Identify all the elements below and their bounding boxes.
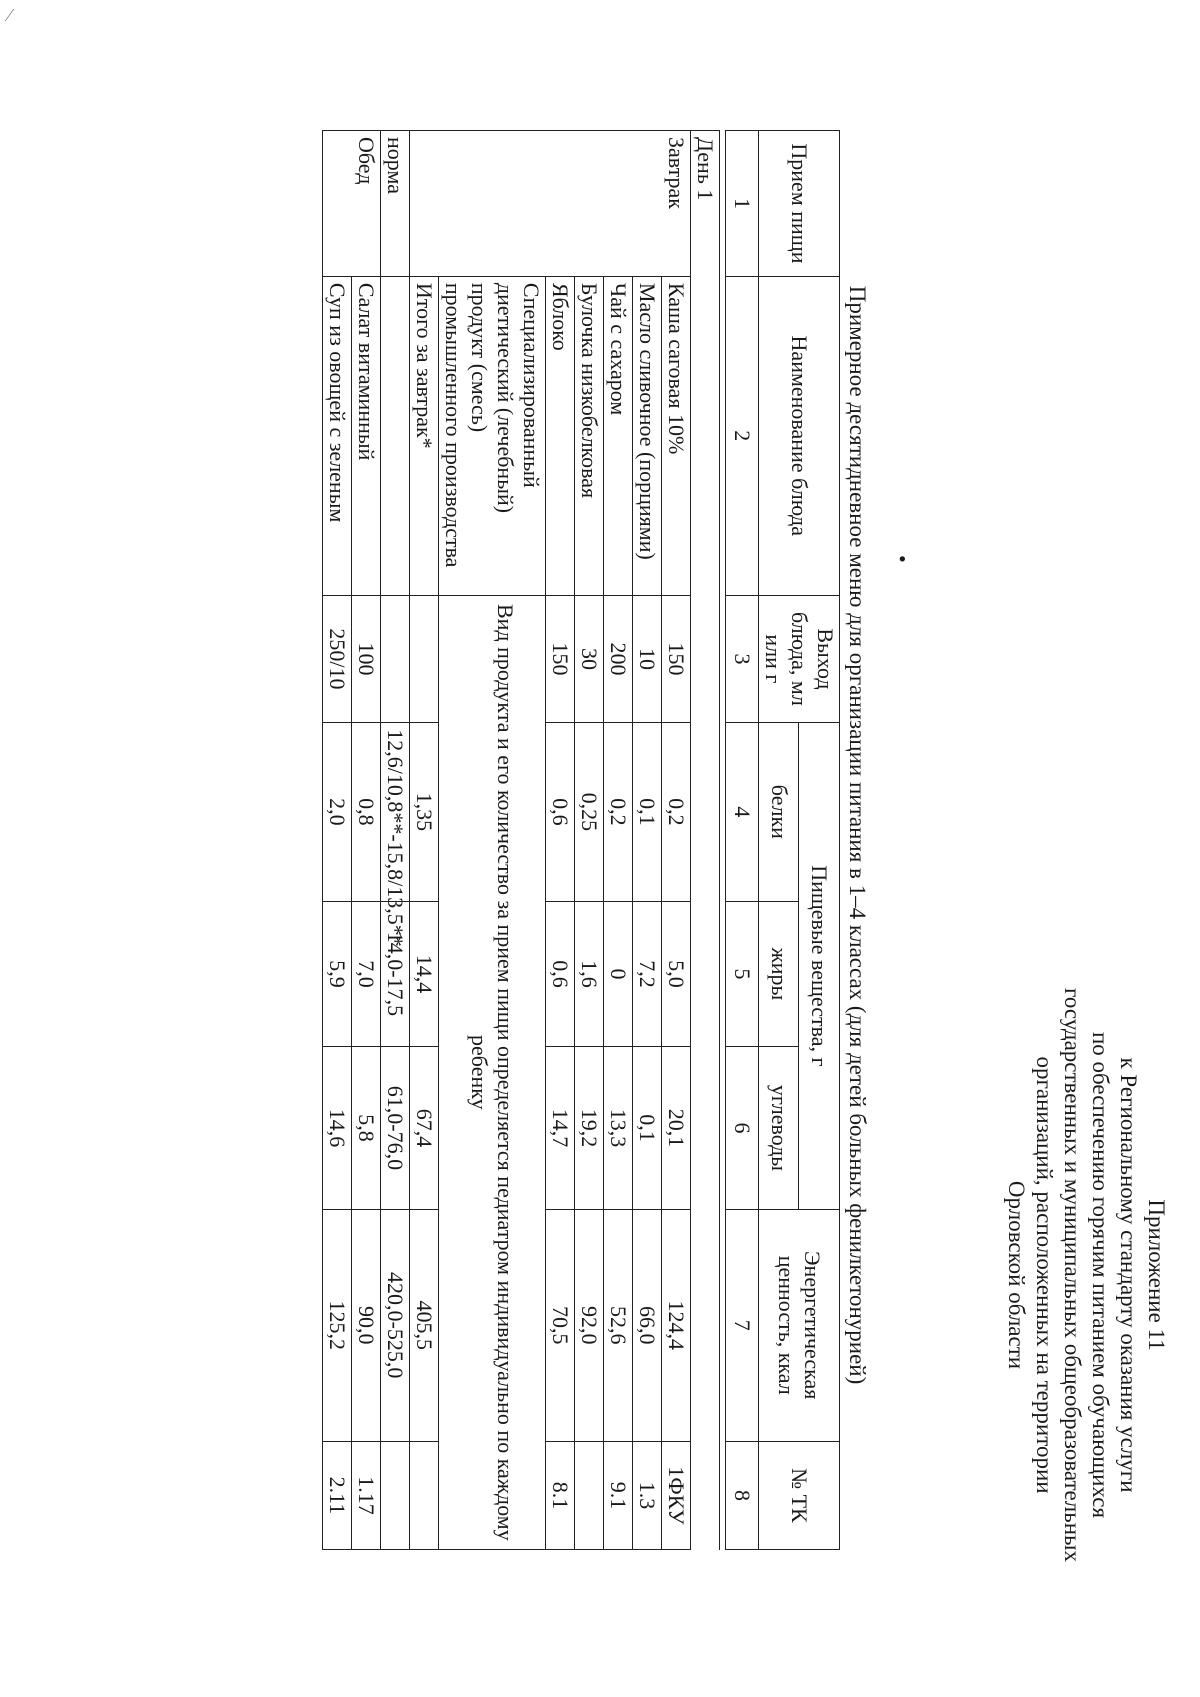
col-energy: Энергетическая ценность, ккал <box>759 1209 840 1441</box>
norm-energy: 420,0-525,0 <box>381 1209 410 1441</box>
day-row <box>691 131 720 1550</box>
total-yield <box>410 595 439 723</box>
norm-row <box>381 131 410 1550</box>
col-yield: Выход блюда, мл или г <box>759 595 840 723</box>
yield-cell: 200 <box>604 595 633 723</box>
col-dish: Наименование блюда <box>759 276 840 595</box>
fat-cell: 7,2 <box>633 901 662 1047</box>
tk-cell: 9.1 <box>604 1441 633 1549</box>
protein-cell: 2,0 <box>323 723 352 901</box>
fat-cell: 5,9 <box>323 901 352 1047</box>
special-product-cell: Специализированный диетический (лечебный) продукт (смесь) промышленного производства <box>439 276 546 595</box>
yield-cell: 250/10 <box>323 595 352 723</box>
norm-tk <box>381 1441 410 1549</box>
carbs-cell: 0,1 <box>633 1047 662 1209</box>
column-number: 6 <box>726 1047 759 1209</box>
header-line: государственных и муниципальных общеобразовательных <box>1060 987 1085 1562</box>
yield-cell: 10 <box>633 595 662 723</box>
total-label: Итого за завтрак* <box>410 276 439 595</box>
header-line: Орловской области <box>1004 1180 1029 1370</box>
protein-cell: 0,6 <box>546 723 575 901</box>
carbs-cell: 14,7 <box>546 1047 575 1209</box>
dish-cell: Булочка низкобелковая <box>575 276 604 595</box>
norm-dish <box>381 276 410 595</box>
column-number: 7 <box>726 1209 759 1441</box>
day-label: День 1 <box>691 131 720 1550</box>
tk-cell: 1.3 <box>633 1441 662 1549</box>
yield-cell: 30 <box>575 595 604 723</box>
dish-cell: Каша саговая 10% <box>662 276 691 595</box>
total-fat: 14,4 <box>410 901 439 1047</box>
energy-cell: 124,4 <box>662 1209 691 1441</box>
norm-protein: 12,6/10,8**-15,8/13,5** <box>381 723 410 901</box>
norm-carbs: 61,0-76,0 <box>381 1047 410 1209</box>
column-number: 3 <box>726 595 759 723</box>
dish-cell: Масло сливочное (порциями) <box>633 276 662 595</box>
header-line: к Региональному стандарту оказания услуги <box>1116 1057 1141 1493</box>
tk-cell: 8.1 <box>546 1441 575 1549</box>
energy-cell: 52,6 <box>604 1209 633 1441</box>
energy-cell: 66,0 <box>633 1209 662 1441</box>
meal-breakfast: Завтрак <box>410 131 691 277</box>
carbs-cell: 5,8 <box>352 1047 381 1209</box>
column-number-row <box>726 131 759 1550</box>
carbs-cell: 19,2 <box>575 1047 604 1209</box>
menu-title: Примерное десятидневное меню для организации питания в 1–4 классах (для детей больных фенилкетонурией) <box>845 285 870 1385</box>
column-number: 1 <box>726 131 759 277</box>
col-tk: № ТК <box>759 1441 840 1549</box>
column-number: 5 <box>726 901 759 1047</box>
col-nutrients: Пищевые вещества, г <box>799 723 840 1209</box>
dish-cell: Суп из овощей с зеленым <box>323 276 352 595</box>
col-protein: белки <box>759 723 800 901</box>
table-row <box>633 131 662 1550</box>
protein-cell: 0,2 <box>604 723 633 901</box>
tk-cell: 1.17 <box>352 1441 381 1549</box>
energy-cell: 125,2 <box>323 1209 352 1441</box>
total-carbs: 67,4 <box>410 1047 439 1209</box>
fat-cell: 1,6 <box>575 901 604 1047</box>
yield-cell: 150 <box>662 595 691 723</box>
table-row <box>352 131 381 1550</box>
dish-cell: Яблоко <box>546 276 575 595</box>
appendix-header <box>1002 85 1170 1585</box>
table-row <box>662 131 691 1550</box>
rotated-page <box>20 85 1170 1645</box>
energy-cell: 90,0 <box>352 1209 381 1441</box>
fat-cell: 0,6 <box>546 901 575 1047</box>
menu-table <box>322 130 840 1550</box>
norm-label: норма <box>381 131 410 277</box>
column-number: 4 <box>726 723 759 901</box>
tk-cell <box>575 1441 604 1549</box>
carbs-cell: 20,1 <box>662 1047 691 1209</box>
norm-fat: 14,0-17,5 <box>381 901 410 1047</box>
table-row <box>575 131 604 1550</box>
fat-cell: 0 <box>604 901 633 1047</box>
header-row <box>799 131 840 1550</box>
norm-yield <box>381 595 410 723</box>
fat-cell: 5,0 <box>662 901 691 1047</box>
separator-row <box>720 131 726 1550</box>
dish-cell: Чай с сахаром <box>604 276 633 595</box>
protein-cell: 0,8 <box>352 723 381 901</box>
energy-cell: 92,0 <box>575 1209 604 1441</box>
table-row <box>604 131 633 1550</box>
tk-cell: 1ФКУ <box>662 1441 691 1549</box>
fat-cell: 7,0 <box>352 901 381 1047</box>
protein-cell: 0,1 <box>633 723 662 901</box>
table-row <box>323 131 352 1550</box>
meal-lunch: Обед <box>323 131 381 277</box>
protein-cell: 0,2 <box>662 723 691 901</box>
column-number: 8 <box>726 1441 759 1549</box>
col-carbs: углеводы <box>759 1047 800 1209</box>
total-row <box>410 131 439 1550</box>
table-row <box>546 131 575 1550</box>
col-fat: жиры <box>759 901 800 1047</box>
total-protein: 1,35 <box>410 723 439 901</box>
dish-cell: Салат витаминный <box>352 276 381 595</box>
special-product-note: Вид продукта и его количество за прием пищи определяется педиатром индивидуально по каждому ребенку <box>439 595 546 1549</box>
carbs-cell: 13,3 <box>604 1047 633 1209</box>
protein-cell: 0,25 <box>575 723 604 901</box>
dot-mark: • <box>890 555 915 563</box>
yield-cell: 100 <box>352 595 381 723</box>
header-line: Приложение 11 <box>1144 1199 1169 1351</box>
header-line: по обеспечению горячим питанием обучающихся <box>1088 1031 1113 1519</box>
col-meal: Прием пищи <box>759 131 840 277</box>
total-energy: 405,5 <box>410 1209 439 1441</box>
header-line: организаций, расположенных на территории <box>1032 1056 1057 1494</box>
column-number: 2 <box>726 276 759 595</box>
total-tk <box>410 1441 439 1549</box>
carbs-cell: 14,6 <box>323 1047 352 1209</box>
table-row <box>439 131 546 1550</box>
yield-cell: 150 <box>546 595 575 723</box>
energy-cell: 70,5 <box>546 1209 575 1441</box>
scan-speck: ⁄ <box>8 5 12 25</box>
tk-cell: 2.11 <box>323 1441 352 1549</box>
